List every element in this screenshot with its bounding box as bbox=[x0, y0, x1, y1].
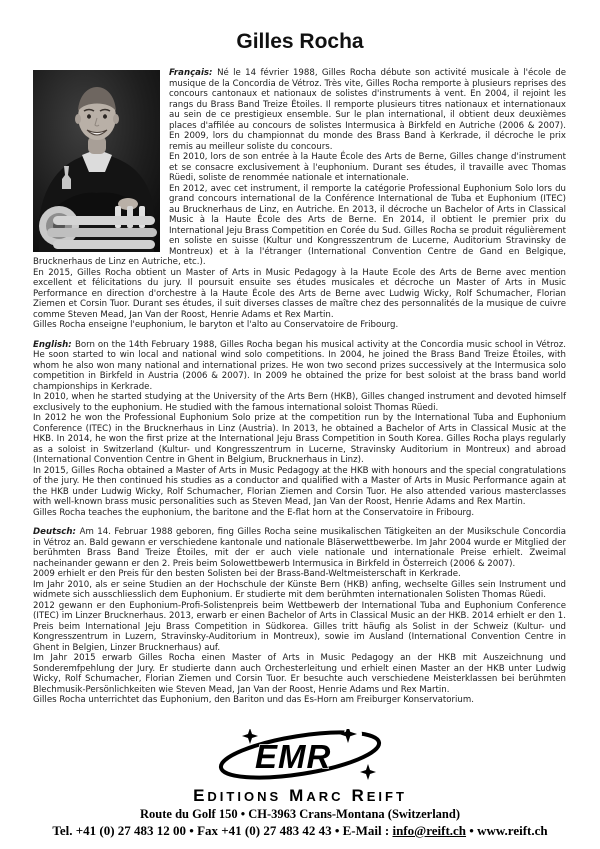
bio-paragraph: In 2010, when he started studying at the University of the Arts Bern (HKB), Gilles changed instrument and devoted himself exclusively to the euphonium. He studied with the famous international soloist Thomas Rüedi. bbox=[33, 392, 566, 413]
bio-paragraph: Gilles Rocha teaches the euphonium, the baritone and the E-flat horn at the Conservatoire in Fribourg. bbox=[33, 507, 475, 518]
bio-paragraph: Deutsch: Am 14. Februar 1988 geboren, fing Gilles Rocha seine musikalischen Tätigkeiten an der Musikschule Concordia in Vétroz an. Bald gewann er verschiedene kantonale und nationale Bläserwettbewerbe. Im Jahr 2004 wurde er Mitglied der berühmten Brass Band Treize Étoiles, mit der er auch viele nationale und internationale Preise erhielt. Zweimal nacheinander gewann er den 2. Preis beim Solowettbewerb Intermusica in Birkfeld in Österreich (2006 & 2007). bbox=[33, 527, 566, 569]
publisher-contact bbox=[0, 823, 600, 839]
bio-paragraph: Français: Né le 14 février 1988, Gilles Rocha débute son activité musicale à l'école de musique de la Concordia de Vétroz. Très vite, Gilles Rocha remporte à plusieurs reprises des concours cantonaux et nationaux de solistes d'instruments à vent. En 2004, il rejoint les rangs du Brass Band Treize Étoiles. Il remporte plusieurs titres nationaux et internationaux au sein de ce prestigieux ensemble. Sur le plan international, il obtient deux deuxièmes places d'affilée au concours de solistes Intermusica à Birkfeld en Autriche (2006 & 2007). En 2009, lors du championnat du monde des Brass Band à Kerkrade, il décroche le prix remis au meilleur soliste du concours. bbox=[169, 68, 567, 152]
portrait-photo-illustration bbox=[33, 70, 160, 252]
biography-content bbox=[33, 68, 566, 706]
bio-paragraph: En 2015, Gilles Rocha obtient un Master of Arts in Music Pedagogy à la Haute Ecole des Arts de Berne avec mention excellent et félicitations du jury. Il poursuit ensuite ses études musicales et décroche un Master of Arts in Music Performance en direction d'orchestre à la Haute École des Arts de Berne avec Ludwig Wicky, Rolf Schumacher, Florian Ziemen et Corsin Tuor. Durant ses études, il suit diverses classes de maître chez des personnalités de la musique de cuivre comme Steven Mead, Jan Van der Roost, Henrie Adams et Rex Martin. bbox=[33, 267, 566, 320]
bio-section-german bbox=[33, 527, 566, 706]
publisher-footer bbox=[0, 729, 600, 839]
publisher-address: Route du Golf 150 • CH-3963 Crans-Montana (Switzerland) bbox=[140, 807, 460, 821]
bio-paragraph: Im Jahr 2010, als er seine Studien an der Hochschule der Künste Bern (HKB) anfing, wechselte Gilles sein Instrument und widmete sich ausschliesslich dem Euphonium. Er studierte mit dem berühmten internationalen Solisten Thomas Rüedi. bbox=[33, 579, 566, 600]
contact-separator: • bbox=[466, 823, 478, 838]
website-text: www.reift.ch bbox=[477, 823, 548, 838]
language-label: English: bbox=[33, 339, 75, 350]
bio-section-english bbox=[33, 340, 566, 519]
portrait-photo bbox=[33, 70, 160, 252]
bio-paragraph: English: Born on the 14th February 1988, Gilles Rocha began his musical activity at the Concordia music school in Vétroz. He soon started to win local and national wind solo competitions. In 2004, he joined the Brass Band Treize Étoiles, with whom he also won many national and international prizes. He won two second prizes successively at the Intermusica solo competition in Birkfeld in Austria (2006 & 2007). In 2009 he obtained the prize for best soloist at the brass band world championships in Kerkrade. bbox=[33, 339, 566, 392]
bio-paragraph: In 2012 he won the Professional Euphonium Solo prize at the competition run by the International Tuba and Euphonium Conference (ITEC) in the Brucknerhaus in Linz (Austria). In 2013, he obtained a Bachelor of Arts in Classical Music at the HKB. In 2014, he won the first prize at the International Jeju Brass Competition in South Korea. Gilles Rocha plays regularly as a soloist in Switzerland (Kultur- und Kongresszentrum in Lucerne, Stravinsky Auditorium in Montreux) and abroad (International Convention Centre in Ghent in Belgium, Brucknerhaus in Linz). bbox=[33, 413, 566, 465]
bio-paragraph: 2012 gewann er den Euphonium-Profi-Solistenpreis beim Wettbewerb der International Tuba and Euphonium Conference (ITEC) im Linzer Brucknerhaus. 2013, erwarb er einen Bachelor of Arts in Classical Music an der HKB. 2014 erhielt er den 1. Preis beim International Jeju Brass Competition in Südkorea. Gilles tritt häufig als Solist in der Schweiz (Kultur- und Kongresszentrum in Luzern, Stravinsky-Auditorium in Montreux), sowie im Ausland (International Convention Centre in Ghent in Belgien, Linzer Brucknerhaus) auf. bbox=[33, 600, 566, 653]
bio-paragraph: In 2015, Gilles Rocha obtained a Master of Arts in Music Pedagogy at the HKB with honours and the special congratulations of the jury. He then continued his studies as a conductor and qualified with a Master of Arts in Music Performance again at the HKB under Ludwig Wicky, Rolf Schumacher, Florian Ziemen and Corsin Tuor. He also attended various masterclasses with well-known brass music personalities such as Steven Mead, Jan Van der Roost, Henrie Adams and Rex Martin. bbox=[33, 465, 566, 507]
bio-paragraph: En 2010, lors de son entrée à la Haute École des Arts de Berne, Gilles change d'instrument et se consacre exclusivement à l'euphonium. Durant ses études, il travaille avec Thomas Rüedi, soliste de renommée nationale et internationale. bbox=[169, 152, 566, 183]
language-label: Deutsch: bbox=[33, 527, 80, 537]
publisher-word: EDITIONS bbox=[193, 786, 282, 805]
bio-paragraph: En 2012, avec cet instrument, il remporte la catégorie Professional Euphonium Solo lors du grand concours international de la Conférence International de Tuba et Euphonium (ITEC) au Brucknerhaus de Linz, en Autriche. En 2013, il décroche un Bachelor of Arts in Classical Music à la Haute École des Arts de Berne. En 2014, il obtient le premier prix du International Jeju Brass Competition en Corée du Sud. Gilles Rocha se produit régulièrement en soliste en suisse (Kultur und Kongresszentrum de Lucerne, Auditorium Stravinsky de Montreux) et à la l'étranger (International Convention Centre de Gand en Belgique, Brucknerhaus de Linz en Autriche, etc.). bbox=[33, 183, 566, 267]
publisher-word: MARC bbox=[289, 786, 344, 805]
contact-text: Tel. +41 (0) 27 483 12 00 • Fax +41 (0) 27 483 42 43 • E-Mail : bbox=[52, 823, 393, 838]
language-label: Français: bbox=[169, 68, 218, 78]
email-link[interactable]: info@reift.ch bbox=[392, 823, 467, 838]
emr-logo-text: EMR bbox=[255, 738, 332, 775]
bio-paragraph: Gilles Rocha enseigne l'euphonium, le baryton et l'alto au Conservatoire de Fribourg. bbox=[33, 320, 399, 330]
page-title: Gilles Rocha bbox=[236, 30, 364, 53]
publisher-word: REIFT bbox=[351, 786, 407, 805]
bio-paragraph: Im Jahr 2015 erwarb Gilles Rocha einen Master of Arts in Music Pedagogy an der HKB mit Auszeichnung und Sonderemfpehlung der Jury. Er studierte dann auch Orchesterleitung und erhielt einen Master an der HKB unter Ludwig Wicky, Rolf Schumacher, Florian Ziemen und Corsin Tuor. Er besuchte auch verschiedene Meisterklassen bei berühmten Blechmusik-Persönlichkeiten wie Steven Mead, Jan Van der Roost, Henrie Adams und Rex Martin. bbox=[33, 653, 566, 695]
publisher-name bbox=[0, 786, 600, 806]
bio-paragraph: Gilles Rocha unterrichtet das Euphonium, den Bariton und das Es-Horn am Freiburger Konservatorium. bbox=[33, 695, 474, 705]
bio-paragraph: 2009 erhielt er den Preis für den besten Solisten bei der Brass-Band-Weltmeisterschaft in Kerkrade. bbox=[33, 569, 461, 579]
emr-logo bbox=[0, 729, 600, 785]
